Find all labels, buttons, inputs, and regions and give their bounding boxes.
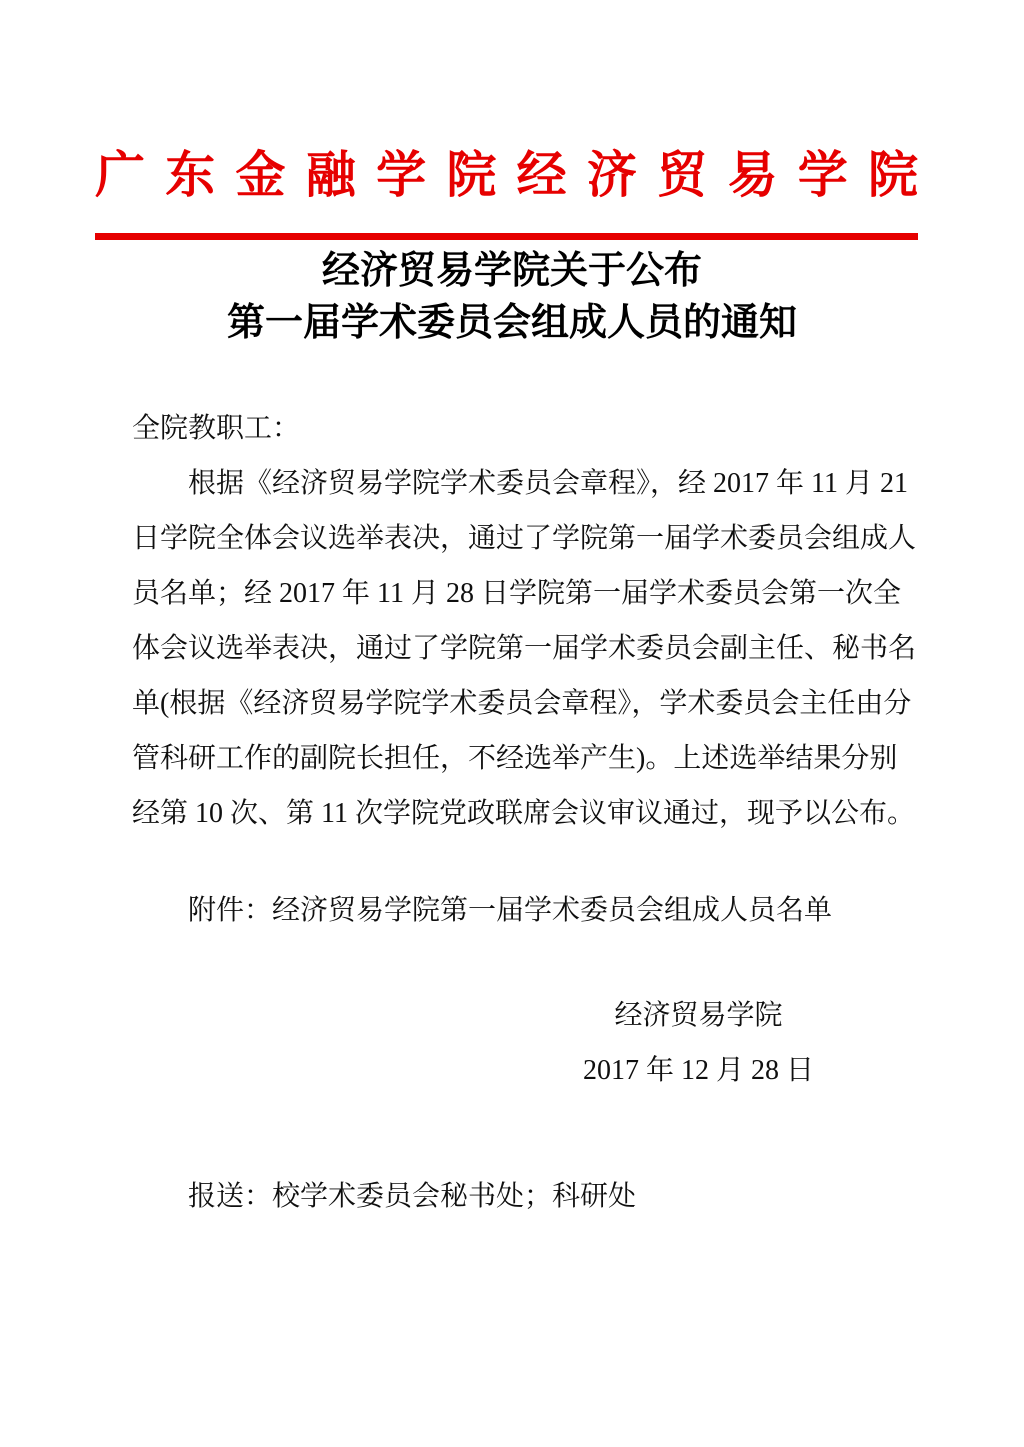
document-title-line2: 第一届学术委员会组成人员的通知 <box>226 302 797 344</box>
signature-name: 经济贸易学院 <box>614 1000 783 1031</box>
salutation: 全院教职工： <box>132 413 301 444</box>
paragraph-line: 日学院全体会议选举表决，通过了学院第一届学术委员会组成人 <box>132 523 917 554</box>
document-title <box>0 245 1024 349</box>
paragraph-line: 单(根据《经济贸易学院学术委员会章程》，学术委员会主任由分 <box>132 688 912 719</box>
document-title-line1: 经济贸易学院关于公布 <box>321 250 702 292</box>
paragraph-line: 根据《经济贸易学院学术委员会章程》，经 2017 年 11 月 21 <box>188 468 908 499</box>
paragraph-line: 体会议选举表决，通过了学院第一届学术委员会副主任、秘书名 <box>132 633 917 664</box>
institution-name: 广东金融学院经济贸易学院 <box>95 147 918 203</box>
main-paragraph <box>132 456 917 841</box>
document-body <box>132 401 917 1224</box>
report-to-line: 报送：校学术委员会秘书处；科研处 <box>188 1181 637 1212</box>
paragraph-line: 管科研工作的副院长担任，不经选举产生)。上述选举结果分别 <box>132 743 898 774</box>
red-divider-line <box>95 233 918 240</box>
attachment-line: 附件：经济贸易学院第一届学术委员会组成人员名单 <box>188 895 833 926</box>
letterhead <box>95 142 918 240</box>
paragraph-line: 员名单；经 2017 年 11 月 28 日学院第一届学术委员会第一次全 <box>132 578 901 609</box>
paragraph-line: 经第 10 次、第 11 次学院党政联席会议审议通过，现予以公布。 <box>132 798 915 829</box>
signature-date: 2017 年 12 月 28 日 <box>582 1055 814 1086</box>
signature-block <box>583 988 814 1098</box>
